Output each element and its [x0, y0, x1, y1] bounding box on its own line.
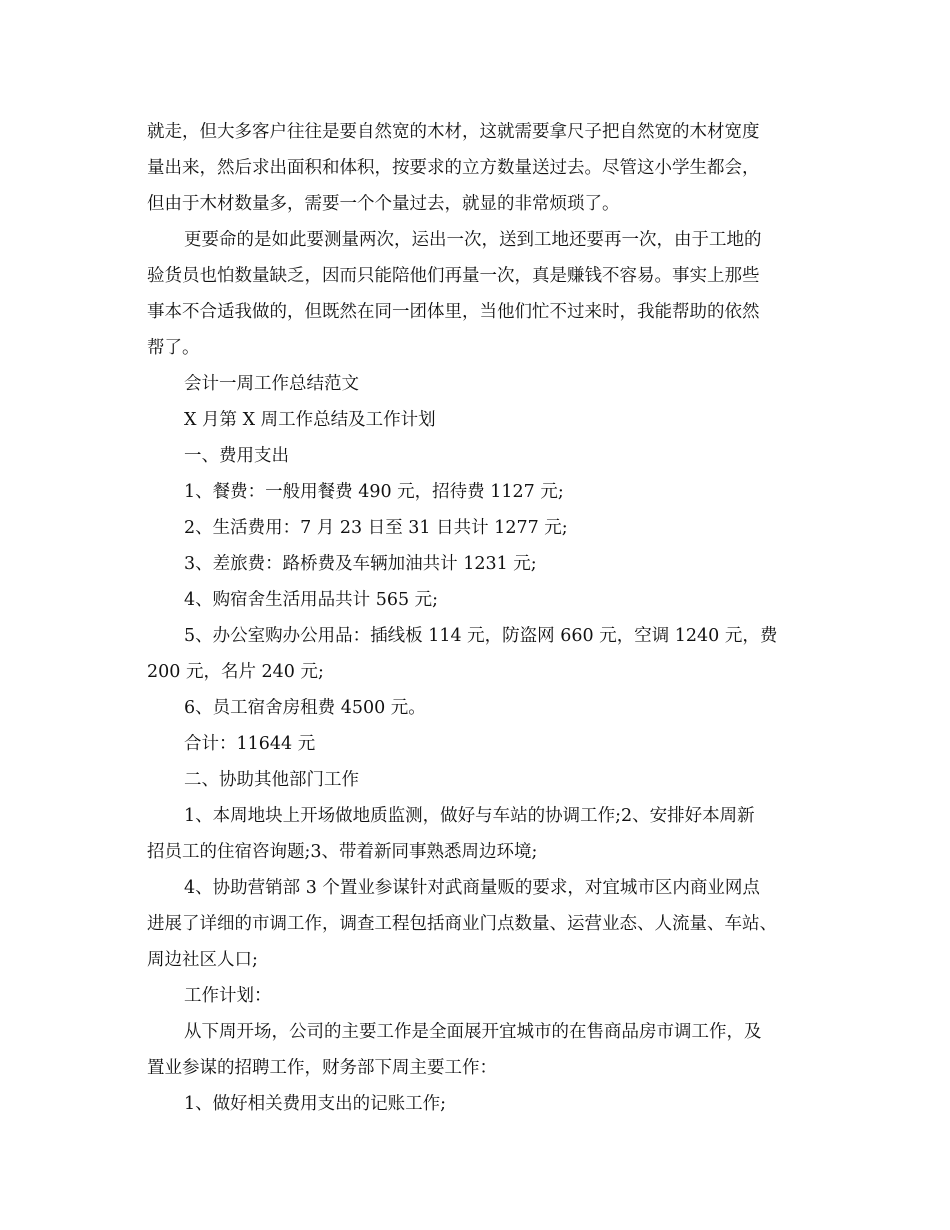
text-line: X 月第 X 周工作总结及工作计划 — [184, 410, 436, 430]
paragraph — [147, 870, 823, 978]
paragraph — [147, 978, 823, 1014]
text-line: 更要命的是如此要测量两次，运出一次，送到工地还要再一次，由于工地的 — [184, 230, 762, 250]
text-line: 量出来，然后求出面积和体积，按要求的立方数量送过去。尽管这小学生都会， — [147, 158, 760, 178]
text-line: 4、购宿舍生活用品共计 565 元; — [184, 590, 439, 610]
text-line: 从下周开场，公司的主要工作是全面展开宜城市的在售商品房市调工作，及 — [184, 1022, 762, 1042]
text-line: 4、协助营销部 3 个置业参谋针对武商量贩的要求，对宜城市区内商业网点 — [184, 878, 760, 898]
paragraph — [147, 438, 823, 474]
paragraph — [147, 582, 823, 618]
text-line: 3、差旅费：路桥费及车辆加油共计 1231 元; — [184, 554, 537, 574]
text-line: 事本不合适我做的，但既然在同一团体里，当他们忙不过来时，我能帮助的依然 — [147, 302, 760, 322]
text-line: 5、办公室购办公用品：插线板 114 元，防盗网 660 元，空调 1240 元，费 — [184, 626, 778, 646]
text-line: 合计：11644 元 — [184, 734, 316, 754]
paragraph — [147, 474, 823, 510]
text-line: 帮了。 — [147, 338, 200, 358]
text-line: 就走，但大多客户往往是要自然宽的木材，这就需要拿尺子把自然宽的木材宽度 — [147, 122, 760, 142]
text-line: 2、生活费用：7 月 23 日至 31 日共计 1277 元; — [184, 518, 568, 538]
text-line: 置业参谋的招聘工作，财务部下周主要工作： — [147, 1058, 497, 1078]
paragraph — [147, 1014, 823, 1086]
text-line: 会计一周工作总结范文 — [184, 374, 359, 394]
paragraph — [147, 1086, 823, 1122]
text-line: 200 元，名片 240 元; — [147, 662, 324, 682]
paragraph — [147, 510, 823, 546]
paragraph — [147, 402, 823, 438]
paragraph — [147, 798, 823, 870]
text-line: 1、本周地块上开场做地质监测，做好与车站的协调工作;2、安排好本周新 — [184, 806, 755, 826]
paragraph — [147, 618, 823, 690]
text-line: 1、做好相关费用支出的记账工作; — [184, 1094, 447, 1114]
paragraph — [147, 114, 823, 222]
text-line: 1、餐费：一般用餐费 490 元，招待费 1127 元; — [184, 482, 564, 502]
paragraph — [147, 762, 823, 798]
paragraph — [147, 222, 823, 366]
paragraph — [147, 366, 823, 402]
text-line: 验货员也怕数量缺乏，因而只能陪他们再量一次，真是赚钱不容易。事实上那些 — [147, 266, 760, 286]
paragraph — [147, 546, 823, 582]
text-line: 二、协助其他部门工作 — [184, 770, 359, 790]
text-line: 进展了详细的市调工作，调查工程包括商业门点数量、运营业态、人流量、车站、 — [147, 914, 777, 934]
paragraph — [147, 690, 823, 726]
text-line: 工作计划： — [184, 986, 272, 1006]
text-line: 招员工的住宿咨询题;3、带着新同事熟悉周边环境; — [147, 842, 538, 862]
text-line: 一、费用支出 — [184, 446, 289, 466]
paragraph — [147, 726, 823, 762]
text-line: 6、员工宿舍房租费 4500 元。 — [184, 698, 426, 718]
text-line: 周边社区人口; — [147, 950, 258, 970]
text-line: 但由于木材数量多，需要一个个量过去，就显的非常烦琐了。 — [147, 194, 620, 214]
document-body — [147, 114, 823, 1122]
